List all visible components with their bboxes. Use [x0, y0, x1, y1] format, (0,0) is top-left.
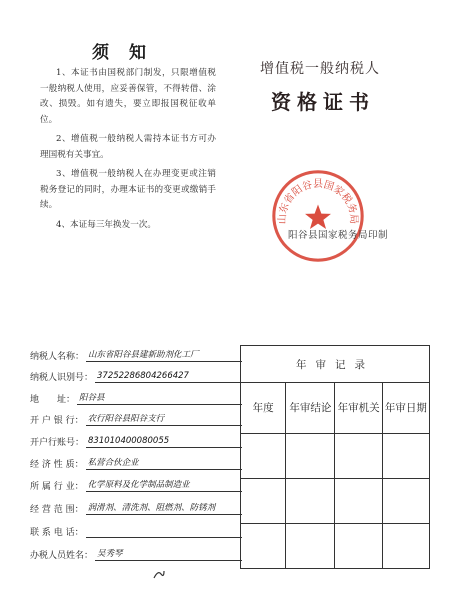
field-label: 经 济 性 质：: [30, 460, 84, 470]
table-cell: [286, 479, 335, 524]
notice-item: 3、增值税一般纳税人在办理变更或注销税务登记的同时，办理本证书的变更或缴销手续。: [40, 169, 216, 210]
field-bank-account: [30, 428, 242, 448]
field-label: 联 系 电 话：: [30, 528, 84, 538]
field-address: [30, 385, 242, 405]
field-bank: [30, 406, 242, 426]
table-cell: [382, 524, 429, 569]
certificate-title: 资格证书: [271, 90, 375, 114]
table-cell: [335, 479, 382, 524]
certificate-subtitle: 增值税一般纳税人: [260, 61, 380, 77]
field-label: 开户行账号：: [30, 438, 85, 448]
field-value: 831010400080055: [86, 435, 242, 448]
pen-mark-icon: [152, 568, 166, 580]
field-economic-type: [30, 450, 242, 470]
notice-item: 2、增值税一般纳税人需持本证书方可办理国税有关事宜。: [40, 134, 216, 160]
field-label: 地 址：: [30, 395, 76, 405]
annual-review-table: [240, 345, 430, 569]
review-header-year: 年度: [241, 383, 286, 434]
review-header-conclusion: 年审结论: [286, 383, 335, 434]
table-cell: [241, 524, 286, 569]
printer-credit: 阳谷县国家税务局印制: [287, 230, 388, 241]
seal-text: 山东省阳谷县国家税务局: [277, 179, 359, 225]
review-header-authority: 年审机关: [335, 383, 382, 434]
table-cell: [382, 479, 429, 524]
field-value: [86, 537, 242, 538]
table-cell: [382, 434, 429, 479]
table-cell: [335, 524, 382, 569]
review-table-title: 年审记录: [241, 346, 430, 383]
field-business-scope: [30, 495, 242, 515]
field-tax-officer: [30, 541, 242, 561]
notice-list: [40, 66, 216, 237]
review-header-date: 年审日期: [382, 383, 429, 434]
table-row: [241, 434, 430, 479]
field-label: 经 营 范 围：: [30, 505, 84, 515]
field-label: 开 户 银 行：: [30, 416, 84, 426]
field-label: 所 属 行 业：: [30, 482, 84, 492]
table-cell: [335, 434, 382, 479]
field-taxpayer-name: [30, 342, 242, 362]
table-cell: [241, 434, 286, 479]
field-value: 吴秀琴: [95, 548, 242, 561]
table-cell: [286, 434, 335, 479]
official-seal: [270, 168, 366, 264]
field-phone: [30, 518, 242, 538]
field-taxpayer-id: [30, 363, 242, 383]
seal-star-icon: [305, 204, 331, 229]
field-value: 山东省阳谷县建新助剂化工厂: [86, 349, 242, 362]
field-value: 37252286804266427: [95, 370, 242, 383]
table-row: [241, 479, 430, 524]
field-value: 私营合伙企业: [86, 457, 242, 470]
table-cell: [241, 479, 286, 524]
notice-item: 4、本证每三年换发一次。: [56, 219, 156, 230]
field-industry: [30, 472, 242, 492]
notice-title: 须知: [92, 43, 166, 63]
table-cell: [286, 524, 335, 569]
field-label: 纳税人名称：: [30, 352, 85, 362]
field-value: 阳谷县: [77, 392, 242, 405]
field-label: 纳税人识别号：: [30, 373, 94, 383]
field-label: 办税人员姓名：: [30, 551, 94, 561]
table-row: [241, 524, 430, 569]
field-value: 农行阳谷县阳谷支行: [86, 413, 242, 426]
field-value: 润滑剂、清洗剂、阻燃剂、防锈剂: [86, 502, 242, 515]
notice-item: 1、本证书由国税部门制发，只限增值税一般纳税人使用，应妥善保管，不得转借、涂改、损毁。如有遗失，要立即报国税征收单位。: [40, 68, 216, 125]
field-value: 化学原料及化学制品制造业: [86, 479, 242, 492]
